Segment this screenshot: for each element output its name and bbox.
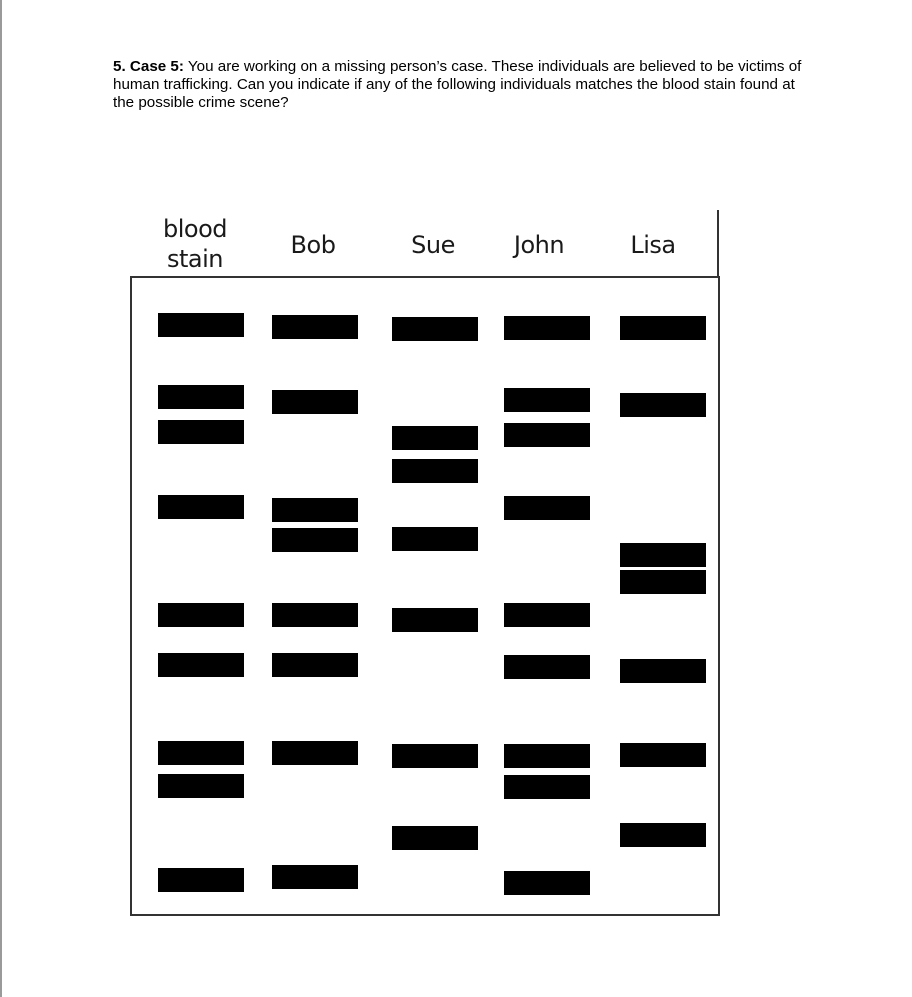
band-john-8 bbox=[504, 775, 590, 799]
band-sue-1 bbox=[392, 317, 478, 341]
band-blood-stain-5 bbox=[158, 603, 244, 627]
band-lisa-4 bbox=[620, 570, 706, 594]
band-blood-stain-2 bbox=[158, 385, 244, 409]
band-sue-5 bbox=[392, 608, 478, 632]
band-john-5 bbox=[504, 603, 590, 627]
band-john-6 bbox=[504, 655, 590, 679]
band-bob-5 bbox=[272, 603, 358, 627]
band-blood-stain-8 bbox=[158, 774, 244, 798]
header-right-edge bbox=[717, 210, 719, 278]
lane-header-row bbox=[130, 210, 720, 276]
band-lisa-7 bbox=[620, 823, 706, 847]
band-blood-stain-3 bbox=[158, 420, 244, 444]
case-label: Case 5: bbox=[129, 58, 184, 75]
band-sue-7 bbox=[392, 826, 478, 850]
page-left-border bbox=[0, 0, 2, 997]
band-blood-stain-6 bbox=[158, 653, 244, 677]
band-lisa-1 bbox=[620, 316, 706, 340]
lane-label-sue: Sue bbox=[411, 231, 455, 259]
band-john-7 bbox=[504, 744, 590, 768]
gel-electrophoresis-figure bbox=[130, 210, 722, 918]
band-bob-1 bbox=[272, 315, 358, 339]
question-number: 5. bbox=[113, 58, 126, 75]
band-bob-8 bbox=[272, 865, 358, 889]
band-bob-7 bbox=[272, 741, 358, 765]
band-lisa-3 bbox=[620, 543, 706, 567]
lane-label-line-2: stain bbox=[167, 245, 223, 273]
band-bob-2 bbox=[272, 390, 358, 414]
band-sue-2 bbox=[392, 426, 478, 450]
band-bob-4 bbox=[272, 528, 358, 552]
band-john-2 bbox=[504, 388, 590, 412]
band-blood-stain-1 bbox=[158, 313, 244, 337]
band-lisa-6 bbox=[620, 743, 706, 767]
band-blood-stain-4 bbox=[158, 495, 244, 519]
band-bob-6 bbox=[272, 653, 358, 677]
band-bob-3 bbox=[272, 498, 358, 522]
lane-label-line-1: blood bbox=[162, 215, 227, 243]
band-blood-stain-9 bbox=[158, 868, 244, 892]
band-lisa-5 bbox=[620, 659, 706, 683]
band-blood-stain-7 bbox=[158, 741, 244, 765]
lane-label-john: John bbox=[513, 231, 565, 259]
band-sue-6 bbox=[392, 744, 478, 768]
question-body: You are working on a missing person’s case. These individuals are believed to be victims of human trafficking. Can you indicate if any of the following individuals matches the blood stain found at the possible crime scene? bbox=[113, 58, 802, 111]
lane-label-bob: Bob bbox=[290, 231, 336, 259]
question-text bbox=[113, 58, 813, 112]
band-lisa-2 bbox=[620, 393, 706, 417]
lane-label-lisa: Lisa bbox=[630, 231, 676, 259]
band-john-1 bbox=[504, 316, 590, 340]
band-john-4 bbox=[504, 496, 590, 520]
lane-label-blood-stain bbox=[140, 214, 250, 274]
gel-box bbox=[130, 278, 720, 916]
band-sue-4 bbox=[392, 527, 478, 551]
band-john-3 bbox=[504, 423, 590, 447]
band-john-9 bbox=[504, 871, 590, 895]
band-sue-3 bbox=[392, 459, 478, 483]
